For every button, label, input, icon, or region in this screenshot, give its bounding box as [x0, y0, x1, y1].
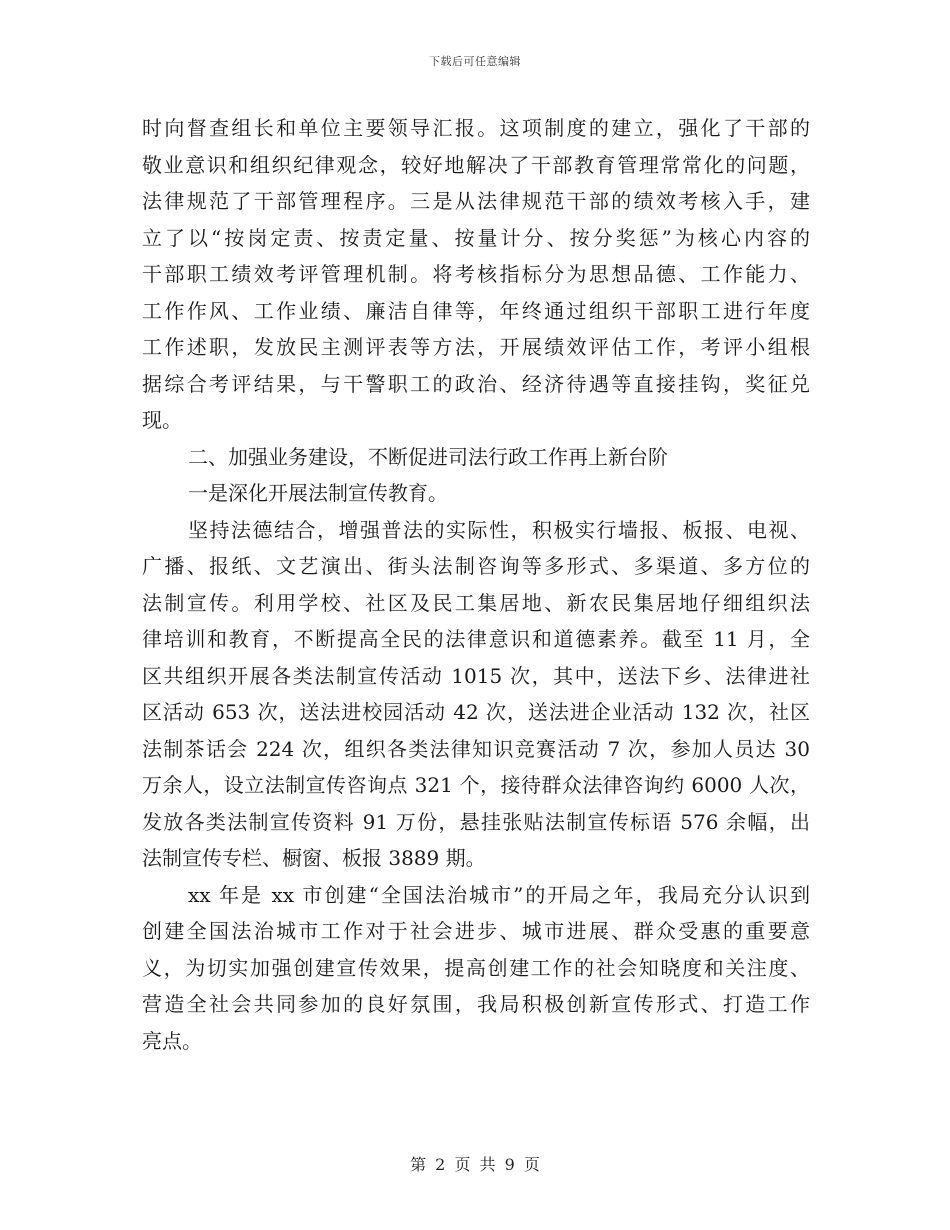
- text-line: 法制宣传专栏、橱窗、板报 3889 期。: [142, 846, 486, 870]
- text-line: 万余人，设立法制宣传咨询点 321 个，接待群众法律咨询约 6000 人次，: [142, 773, 810, 797]
- text-line: 义，为切实加强创建宣传效果，提高创建工作的社会知晓度和关注度、: [142, 955, 810, 980]
- text-line: xx 年是 xx 市创建“全国法治城市”的开局之年，我局充分认识到: [188, 882, 810, 907]
- text-line: 据综合考评结果，与干警职工的政治、经济待遇等直接挂钩，奖征兑: [142, 371, 810, 396]
- text-line: 区活动 653 次，送法进校园活动 42 次，送法进企业活动 132 次，社区: [142, 700, 810, 724]
- text-line: 立了以“按岗定责、按责定量、按量计分、按分奖惩”为核心内容的: [142, 225, 810, 250]
- text-line: 亮点。: [142, 1028, 202, 1053]
- text-line: 敬业意识和组织纪律观念，较好地解决了干部教育管理常常化的问题，: [142, 152, 810, 177]
- text-line: 发放各类法制宣传资料 91 万份，悬挂张贴法制宣传标语 576 余幅，出: [142, 809, 810, 834]
- text-line: 一是深化开展法制宣传教育。: [188, 481, 448, 505]
- document-body: [142, 110, 810, 1059]
- text-line: 干部职工绩效考评管理机制。将考核指标分为思想品德、工作能力、: [142, 262, 810, 286]
- text-line: 工作作风、工作业绩、廉洁自律等，年终通过组织干部职工进行年度: [142, 298, 810, 323]
- text-line: 区共组织开展各类法制宣传活动 1015 次，其中，送法下乡、法律进社: [142, 663, 810, 688]
- text-line: 法制宣传。利用学校、社区及民工集居地、新农民集居地仔细组织法: [142, 590, 810, 615]
- text-line: 法律规范了干部管理程序。三是从法律规范干部的绩效考核入手，建: [142, 189, 810, 213]
- page-number: 第 2 页 共 9 页: [410, 1155, 540, 1174]
- text-line: 工作述职，发放民主测评表等方法，开展绩效评估工作，考评小组根: [142, 335, 810, 359]
- text-line: 时向督查组长和单位主要领导汇报。这项制度的建立，强化了干部的: [142, 116, 810, 140]
- text-line: 现。: [142, 408, 182, 432]
- text-line: 二、加强业务建设，不断促进司法行政工作再上新台阶: [188, 444, 668, 469]
- page-header: 下载后可任意编辑: [429, 55, 521, 68]
- text-line: 广播、报纸、文艺演出、街头法制咨询等多形式、多渠道、多方位的: [142, 554, 810, 578]
- text-line: 创建全国法治城市工作对于社会进步、城市进展、群众受惠的重要意: [142, 919, 810, 943]
- text-line: 法制茶话会 224 次，组织各类法律知识竞赛活动 7 次，参加人员达 30: [142, 736, 810, 761]
- text-line: 律培训和教育，不断提高全民的法律意识和道德素养。截至 11 月，全: [142, 627, 810, 651]
- text-line: 营造全社会共同参加的良好氛围，我局积极创新宣传形式、打造工作: [142, 992, 810, 1016]
- text-line: 坚持法德结合，增强普法的实际性，积极实行墙报、板报、电视、: [188, 517, 810, 542]
